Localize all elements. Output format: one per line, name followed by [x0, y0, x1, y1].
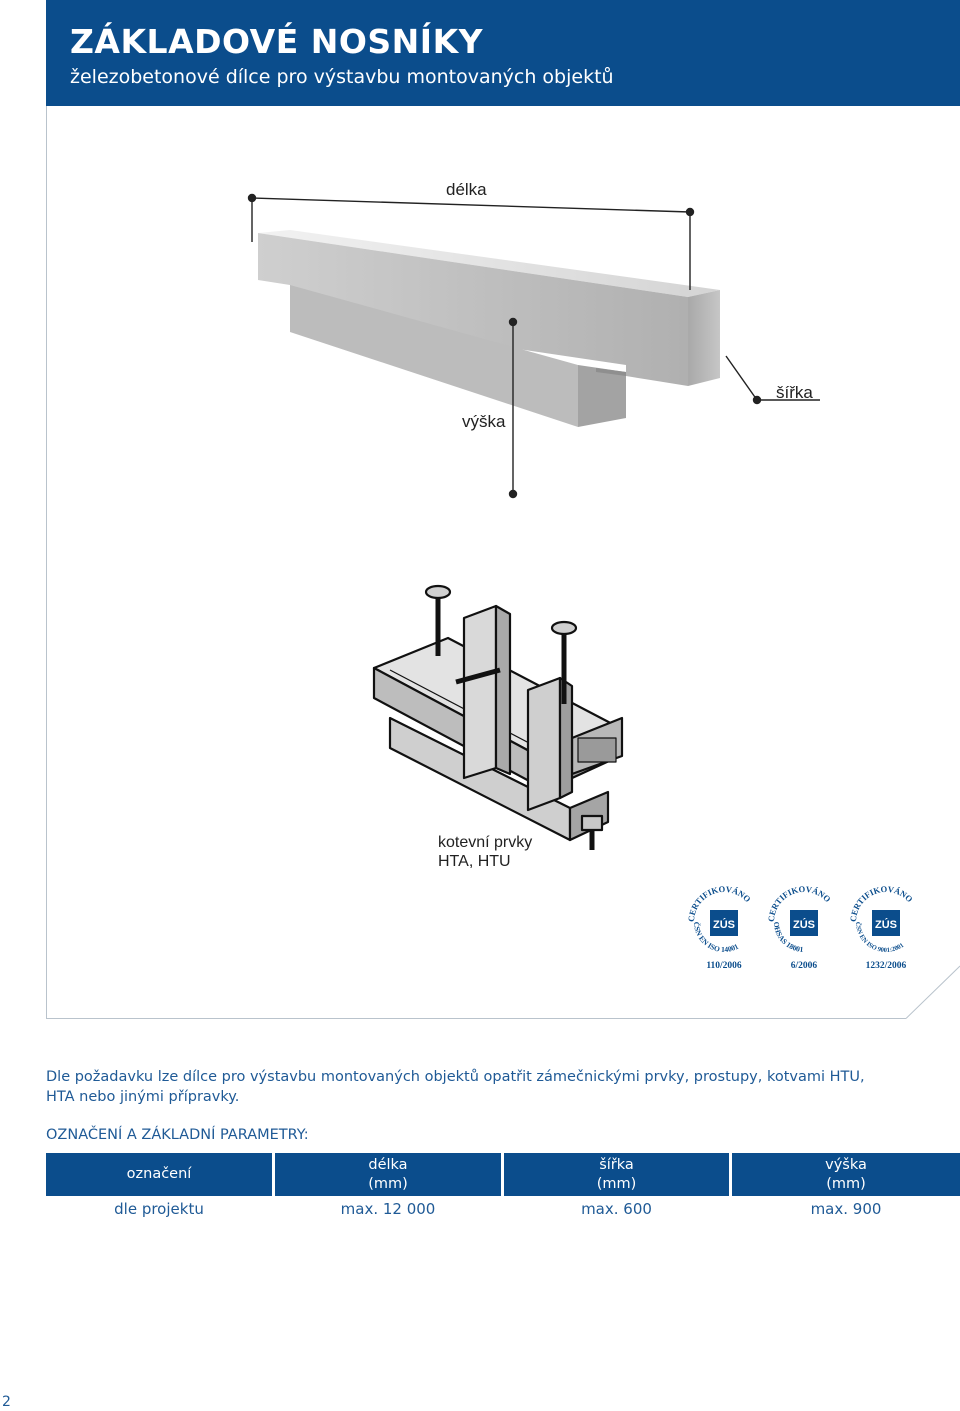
- section-title: OZNAČENÍ A ZÁKLADNÍ PARAMETRY:: [46, 1127, 309, 1143]
- table-cell-length: max. 12 000: [340, 1200, 436, 1218]
- svg-text:110/2006: 110/2006: [706, 961, 742, 971]
- table-cell-designation: dle projektu: [114, 1200, 204, 1218]
- svg-text:CERTIFIKOVÁNO: CERTIFIKOVÁNO: [685, 883, 753, 923]
- intro-paragraph: Dle požadavku lze dílce pro výstavbu montovaných objektů opatřit zámečnickými prvky, prostupy, kotvami HTU, HTA nebo jinými přípravky.: [46, 1069, 865, 1105]
- anchor-caption-line1: kotevní prvky: [438, 834, 533, 851]
- svg-text:ČSN EN ISO 14001: ČSN EN ISO 14001: [691, 921, 740, 955]
- page-number: 2: [2, 1394, 11, 1410]
- svg-text:CERTIFIKOVÁNO: CERTIFIKOVÁNO: [847, 883, 915, 923]
- svg-text:ZÚS: ZÚS: [793, 919, 815, 931]
- width-label: šířka: [776, 383, 813, 402]
- beam-illustration: [0, 150, 960, 550]
- svg-text:ČSN EN ISO 9001:2001: ČSN EN ISO 9001:2001: [853, 921, 906, 955]
- svg-text:CERTIFIKOVÁNO: CERTIFIKOVÁNO: [765, 883, 833, 923]
- anchor-caption-line2: HTA, HTU: [438, 853, 511, 870]
- table-cell-width: max. 600: [581, 1200, 652, 1218]
- table-header-length: délka (mm): [275, 1153, 501, 1196]
- beam-shape: [258, 230, 720, 427]
- svg-text:ZÚS: ZÚS: [713, 919, 735, 931]
- svg-text:OHSAS 18001: OHSAS 18001: [771, 921, 804, 955]
- page-subtitle: železobetonové dílce pro výstavbu montovaných objektů: [70, 66, 614, 88]
- certificate-seal-iso9001: [848, 884, 915, 971]
- certificate-seal-iso14001: [686, 884, 753, 971]
- length-label: délka: [446, 180, 487, 199]
- page-title: ZÁKLADOVÉ NOSNÍKY: [70, 22, 484, 61]
- height-label: výška: [462, 412, 506, 431]
- certificates: [680, 876, 930, 976]
- table-header-height: výška (mm): [732, 1153, 960, 1196]
- table-header-designation: označení: [46, 1153, 272, 1196]
- anchor-caption: [438, 833, 532, 871]
- table-cell-height: max. 900: [810, 1200, 882, 1218]
- svg-text:ZÚS: ZÚS: [875, 919, 897, 931]
- table-header-width: šířka (mm): [504, 1153, 729, 1196]
- anchor-illustration: [360, 578, 640, 868]
- svg-text:1232/2006: 1232/2006: [865, 961, 907, 971]
- svg-text:6/2006: 6/2006: [790, 961, 818, 971]
- certificate-seal-ohsas18001: [766, 884, 833, 971]
